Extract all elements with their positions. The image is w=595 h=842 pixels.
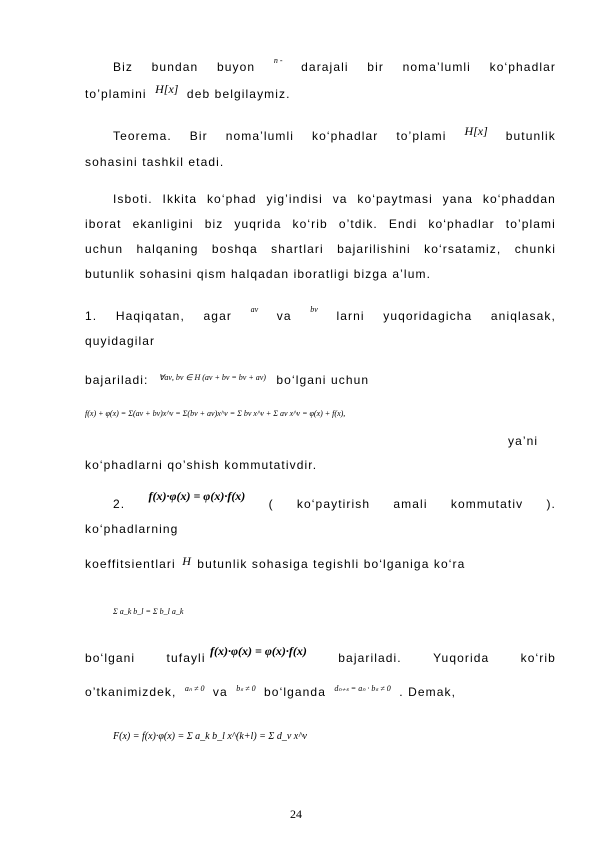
word: Biz xyxy=(113,60,133,74)
item2-line5: bo‘lgani tufayli f(x)·φ(x) = φ(x)·f(x) bajariladi. Yuqorida ko‘rib xyxy=(85,644,556,665)
word: ko‘phadlar xyxy=(489,60,556,74)
item1-line2: quyidagilar xyxy=(85,334,156,348)
word: buyon xyxy=(216,60,256,74)
formula-comm-mul: f(x)·φ(x) = φ(x)·f(x) xyxy=(148,489,246,503)
cond-a: aₙ ≠ 0 xyxy=(184,684,205,693)
proof-line1: Isboti. Ikkita ko‘phad yig’indisi va ko‘paytmasi yana ko‘phaddan xyxy=(113,192,556,206)
proof-line4: butunlik sohasini qism halqadan iboratligi bizga a’lum. xyxy=(85,267,431,281)
word: bir xyxy=(367,60,384,74)
formula-sum-add: f(x) + φ(x) = Σ(aν + bν)x^ν = Σ(bν + aν)x^ν = Σ bν x^ν + Σ aν x^ν = φ(x) + f(x), xyxy=(85,409,346,418)
item1-line3: bajariladi: $^{\forall a\nu, b\nu \in H (a\nu + b\nu = b\nu + a\nu)}$ bo‘lgani uchun xyxy=(85,373,370,387)
item2-line2: ko‘phadlarning xyxy=(85,522,179,536)
hx-symbol: H[x] xyxy=(155,82,179,96)
word: noma’lumli xyxy=(402,60,471,74)
H-symbol: H xyxy=(182,554,191,568)
page-number: 24 xyxy=(290,807,302,821)
formula-comm-add: ∀aν, bν ∈ H (aν + bν = bν + aν) xyxy=(158,373,266,382)
item1-yani: ya’ni xyxy=(508,434,539,448)
word: darajali xyxy=(301,60,349,74)
item2-final-formula-row xyxy=(113,728,307,744)
proof-line3: uchun halqaning boshqa shartlari bajarilishini ko‘rsatamiz, chunki xyxy=(85,242,556,256)
formula-tufayli: f(x)·φ(x) = φ(x)·f(x) xyxy=(210,644,307,658)
item2-line3: koeffitsientlari H butunlik sohasiga tegishli bo‘lganiga ko‘ra xyxy=(85,554,466,571)
word: bundan xyxy=(151,60,199,74)
item2-line6: o’tkanimizdek, $^{a_n \ne 0}$ va $^{b_s \ne 0}$ bo‘lganda $^{d_{n+s} = a_n \cdot b_s \ne 0}$ . Demak, xyxy=(85,684,457,699)
sum-formula: Σ a_k b_l = Σ b_l a_k xyxy=(113,607,184,616)
paragraph1-line1 xyxy=(113,56,556,74)
final-formula: F(x) = f(x)·φ(x) = Σ a_k b_l x^(k+l) = Σ d_ν x^ν xyxy=(113,731,307,742)
proof-line2: iborat ekanligini biz yuqrida ko‘rib o’tdik. Endi ko‘phadlar to’plami xyxy=(85,217,556,231)
item1-line1: 1. Haqiqatan, agar aν va bν larni yuqoridagicha aniqlasak, xyxy=(85,305,556,323)
b-nu: bν xyxy=(310,305,318,314)
item2-sum-formula-row xyxy=(113,603,183,619)
cond-b: bₛ ≠ 0 xyxy=(236,684,256,693)
item1-formula2-row xyxy=(85,405,345,421)
item1-line5: ko‘phadlarni qo’shish kommutativdir. xyxy=(85,458,318,472)
n-symbol: n - xyxy=(273,56,283,65)
cond-d: dₙ₊ₛ = aₙ · bₛ ≠ 0 xyxy=(334,684,391,693)
theorem-line2: sohasini tashkil etadi. xyxy=(85,155,225,169)
a-nu: aν xyxy=(250,305,259,314)
theorem-line1: Teorema. Bir noma’lumli ko‘phadlar to’plami H[x] butunlik xyxy=(113,124,556,143)
hx-symbol: H[x] xyxy=(464,124,488,138)
paragraph1-line2: to’plamini H[x] deb belgilaymiz. xyxy=(85,82,291,101)
item2-line1: 2. f(x)·φ(x) = φ(x)·f(x) ( ko‘paytirish amali kommutativ ). xyxy=(113,489,556,511)
